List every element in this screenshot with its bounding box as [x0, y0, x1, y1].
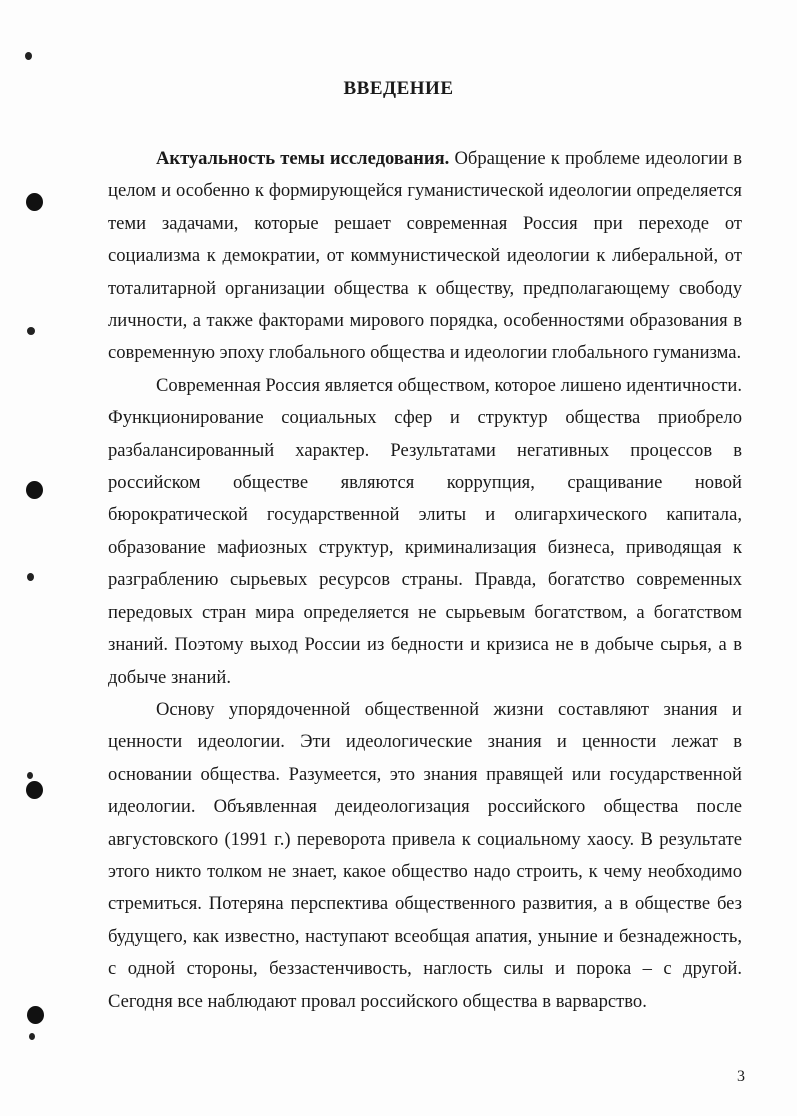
punch-hole [26, 481, 43, 499]
paragraph-text: Обращение к проблеме идеологии в целом и особенно к формирующейся гуманистической идеологии определяется теми задачами, которые решает современная Россия при переходе от социализма к демократии, от коммунистической идеологии к либеральной, от тоталитарной организации общества к обществу, предполагающему свободу личности, а также факторами мирового порядка, особенностями образования в современную эпоху глобального общества и идеологии глобального гуманизма. [108, 148, 742, 364]
paragraph-modern-russia [108, 370, 742, 694]
page-number: 3 [737, 1068, 745, 1085]
scan-speck [29, 1033, 35, 1040]
scan-speck [27, 573, 34, 581]
scan-speck [27, 327, 35, 335]
paragraph-text: Современная Россия является обществом, которое лишено идентичности. Функционирование социальных сфер и структур общества приобрело разбалансированный характер. Результатами негативных процессов в российском обществе являются коррупция, сращивание новой бюрократической государственной элиты и олигархического капитала, образование мафиозных структур, криминализация бизнеса, приводящая к разграблению сырьевых ресурсов страны. Правда, богатство современных передовых стран мира определяется не сырьевым богатством, а богатством знаний. Поэтому выход России из бедности и кризиса не в добыче сырья, а в добыче знаний. [108, 374, 742, 688]
scan-speck [27, 772, 33, 779]
punch-hole [27, 1006, 44, 1024]
paragraph-lead: Актуальность темы исследования. [156, 148, 450, 169]
paragraph-ideology-foundation [108, 694, 742, 1018]
paragraph-text: Основу упорядоченной общественной жизни составляют знания и ценности идеологии. Эти идеологические знания и ценности лежат в основании общества. Разумеется, это знания правящей или государственной идеологии. Объявленная деидеологизация российского общества после августовского (1991 г.) переворота привела к социальному хаосу. В результате этого никто толком не знает, какое общество надо строить, к чему необходимо стремиться. Потеряна перспектива общественного развития, а в обществе без будущего, как известно, наступают всеобщая апатия, уныние и безнадежность, с одной стороны, беззастенчивость, наглость силы и порока – с другой. Сегодня все наблюдают провал российского общества в варварство. [108, 698, 742, 1012]
document-title: ВВЕДЕНИЕ [343, 78, 454, 99]
paragraph-relevance [108, 143, 742, 370]
punch-hole [26, 193, 43, 211]
scan-speck [25, 52, 32, 60]
document-body [108, 143, 742, 1018]
punch-hole [26, 781, 43, 799]
